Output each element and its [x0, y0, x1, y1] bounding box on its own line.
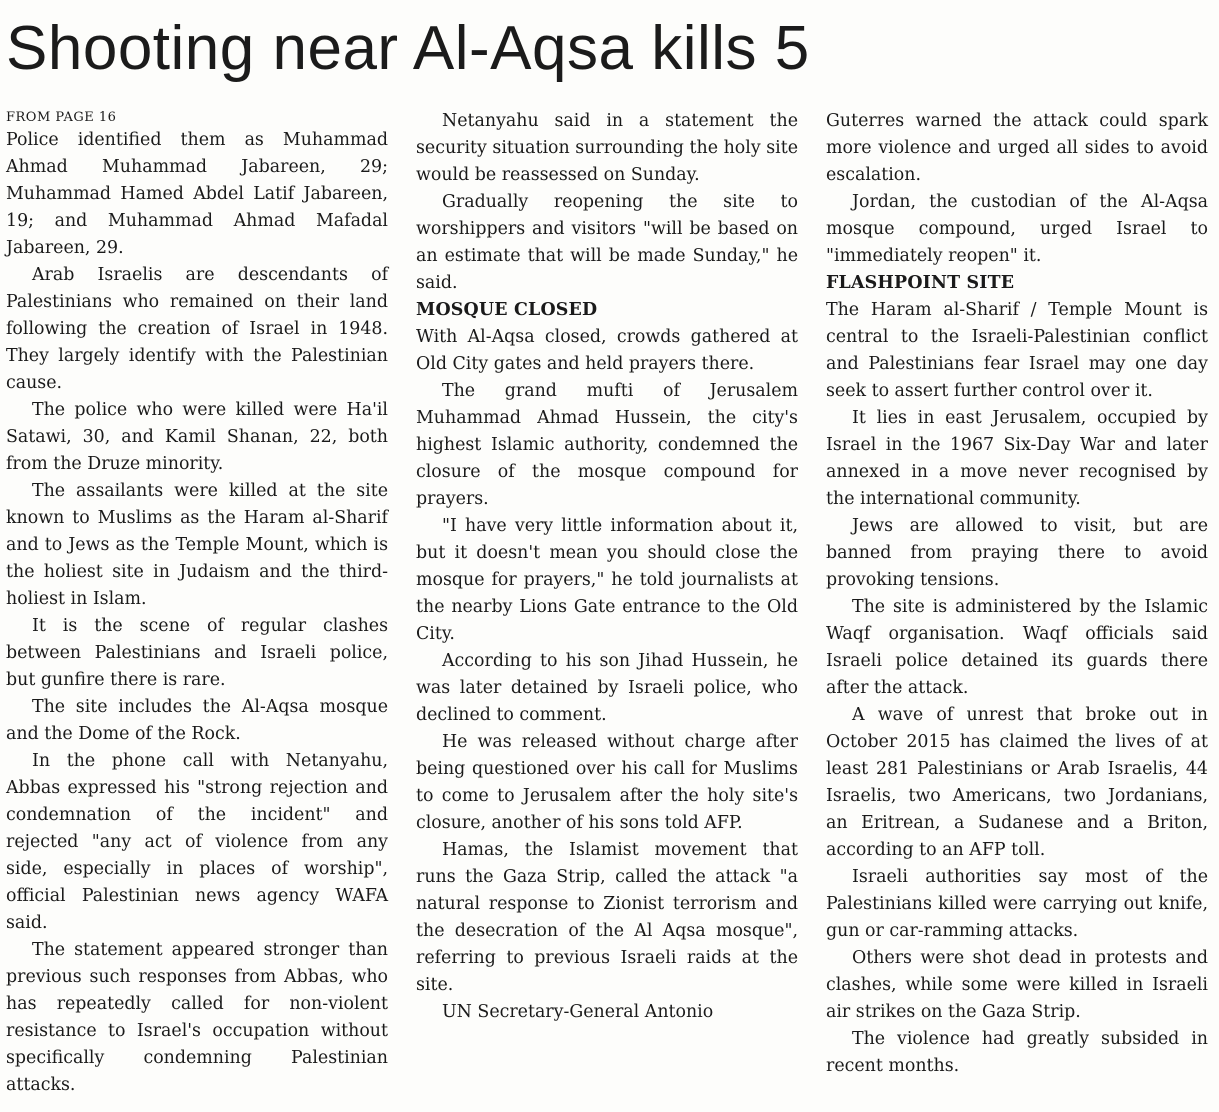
paragraph: The site is administered by the Islamic Waqf organisation. Waqf officials said Israeli police detained its guards there after the attack.	[826, 597, 1208, 698]
headline: Shooting near Al-Aqsa kills 5	[6, 14, 810, 83]
paragraph: "I have very little information about it, but it doesn't mean you should close the mosque for prayers," he told journalists at the nearby Lions Gate entrance to the Old City.	[416, 516, 798, 644]
paragraph: It lies in east Jerusalem, occupied by Israel in the 1967 Six-Day War and later annexed in a move never recognised by the international community.	[826, 408, 1208, 509]
paragraph: The grand mufti of Jerusalem Muhammad Ahmad Hussein, the city's highest Islamic authority, condemned the closure of the mosque compound for prayers.	[416, 381, 798, 509]
paragraph: Gradually reopening the site to worshippers and visitors "will be based on an estimate that will be made Sunday," he said.	[416, 192, 798, 293]
article-column-1	[6, 108, 388, 1099]
article-column-3	[826, 108, 1208, 1080]
paragraph: A wave of unrest that broke out in October 2015 has claimed the lives of at least 281 Palestinians or Arab Israelis, 44 Israelis, two Americans, two Jordanians, an Eritrean, a Sudanese and a Briton, according to an AFP toll.	[826, 705, 1208, 860]
paragraph: Jordan, the custodian of the Al-Aqsa mosque compound, urged Israel to "immediately reopen" it.	[826, 192, 1208, 266]
paragraph: Arab Israelis are descendants of Palestinians who remained on their land following the creation of Israel in 1948. They largely identify with the Palestinian cause.	[6, 265, 388, 393]
paragraph: In the phone call with Netanyahu, Abbas expressed his "strong rejection and condemnation of the incident" and rejected "any act of violence from any side, especially in places of worship", official Palestinian news agency WAFA said.	[6, 751, 388, 933]
paragraph: Guterres warned the attack could spark more violence and urged all sides to avoid escalation.	[826, 111, 1208, 185]
continuation-kicker: FROM PAGE 16	[6, 110, 117, 125]
paragraph: Israeli authorities say most of the Palestinians killed were carrying out knife, gun or car-ramming attacks.	[826, 867, 1208, 941]
paragraph: According to his son Jihad Hussein, he was later detained by Israeli police, who declined to comment.	[416, 651, 798, 725]
paragraph: Hamas, the Islamist movement that runs the Gaza Strip, called the attack "a natural response to Zionist terrorism and the desecration of the Al Aqsa mosque", referring to previous Israeli raids at the site.	[416, 840, 798, 995]
paragraph: It is the scene of regular clashes between Palestinians and Israeli police, but gunfire there is rare.	[6, 616, 388, 690]
article-column-2	[416, 108, 798, 1026]
paragraph: The statement appeared stronger than previous such responses from Abbas, who has repeatedly called for non-violent resistance to Israel's occupation without specifically condemning Palestinian attacks.	[6, 940, 388, 1095]
paragraph: Netanyahu said in a statement the security situation surrounding the holy site would be reassessed on Sunday.	[416, 111, 798, 185]
paragraph: With Al-Aqsa closed, crowds gathered at Old City gates and held prayers there.	[416, 327, 798, 374]
paragraph: Jews are allowed to visit, but are banned from praying there to avoid provoking tensions.	[826, 516, 1208, 590]
paragraph: Others were shot dead in protests and clashes, while some were killed in Israeli air strikes on the Gaza Strip.	[826, 948, 1208, 1022]
paragraph: The Haram al-Sharif / Temple Mount is central to the Israeli-Palestinian conflict and Palestinians fear Israel may one day seek to assert further control over it.	[826, 300, 1208, 401]
paragraph: The police who were killed were Ha'il Satawi, 30, and Kamil Shanan, 22, both from the Druze minority.	[6, 400, 388, 474]
paragraph: UN Secretary-General Antonio	[442, 1002, 714, 1022]
subheading-mosque-closed: MOSQUE CLOSED	[416, 300, 598, 320]
paragraph: The violence had greatly subsided in recent months.	[826, 1029, 1208, 1076]
subheading-flashpoint-site: FLASHPOINT SITE	[826, 273, 1015, 293]
paragraph: Police identified them as Muhammad Ahmad Muhammad Jabareen, 29; Muhammad Hamed Abdel Latif Jabareen, 19; and Muhammad Ahmad Mafadal Jabareen, 29.	[6, 130, 388, 258]
paragraph: The assailants were killed at the site known to Muslims as the Haram al-Sharif and to Jews as the Temple Mount, which is the holiest site in Judaism and the third-holiest in Islam.	[6, 481, 388, 609]
paragraph: The site includes the Al-Aqsa mosque and the Dome of the Rock.	[6, 697, 388, 744]
paragraph: He was released without charge after being questioned over his call for Muslims to come to Jerusalem after the holy site's closure, another of his sons told AFP.	[416, 732, 798, 833]
